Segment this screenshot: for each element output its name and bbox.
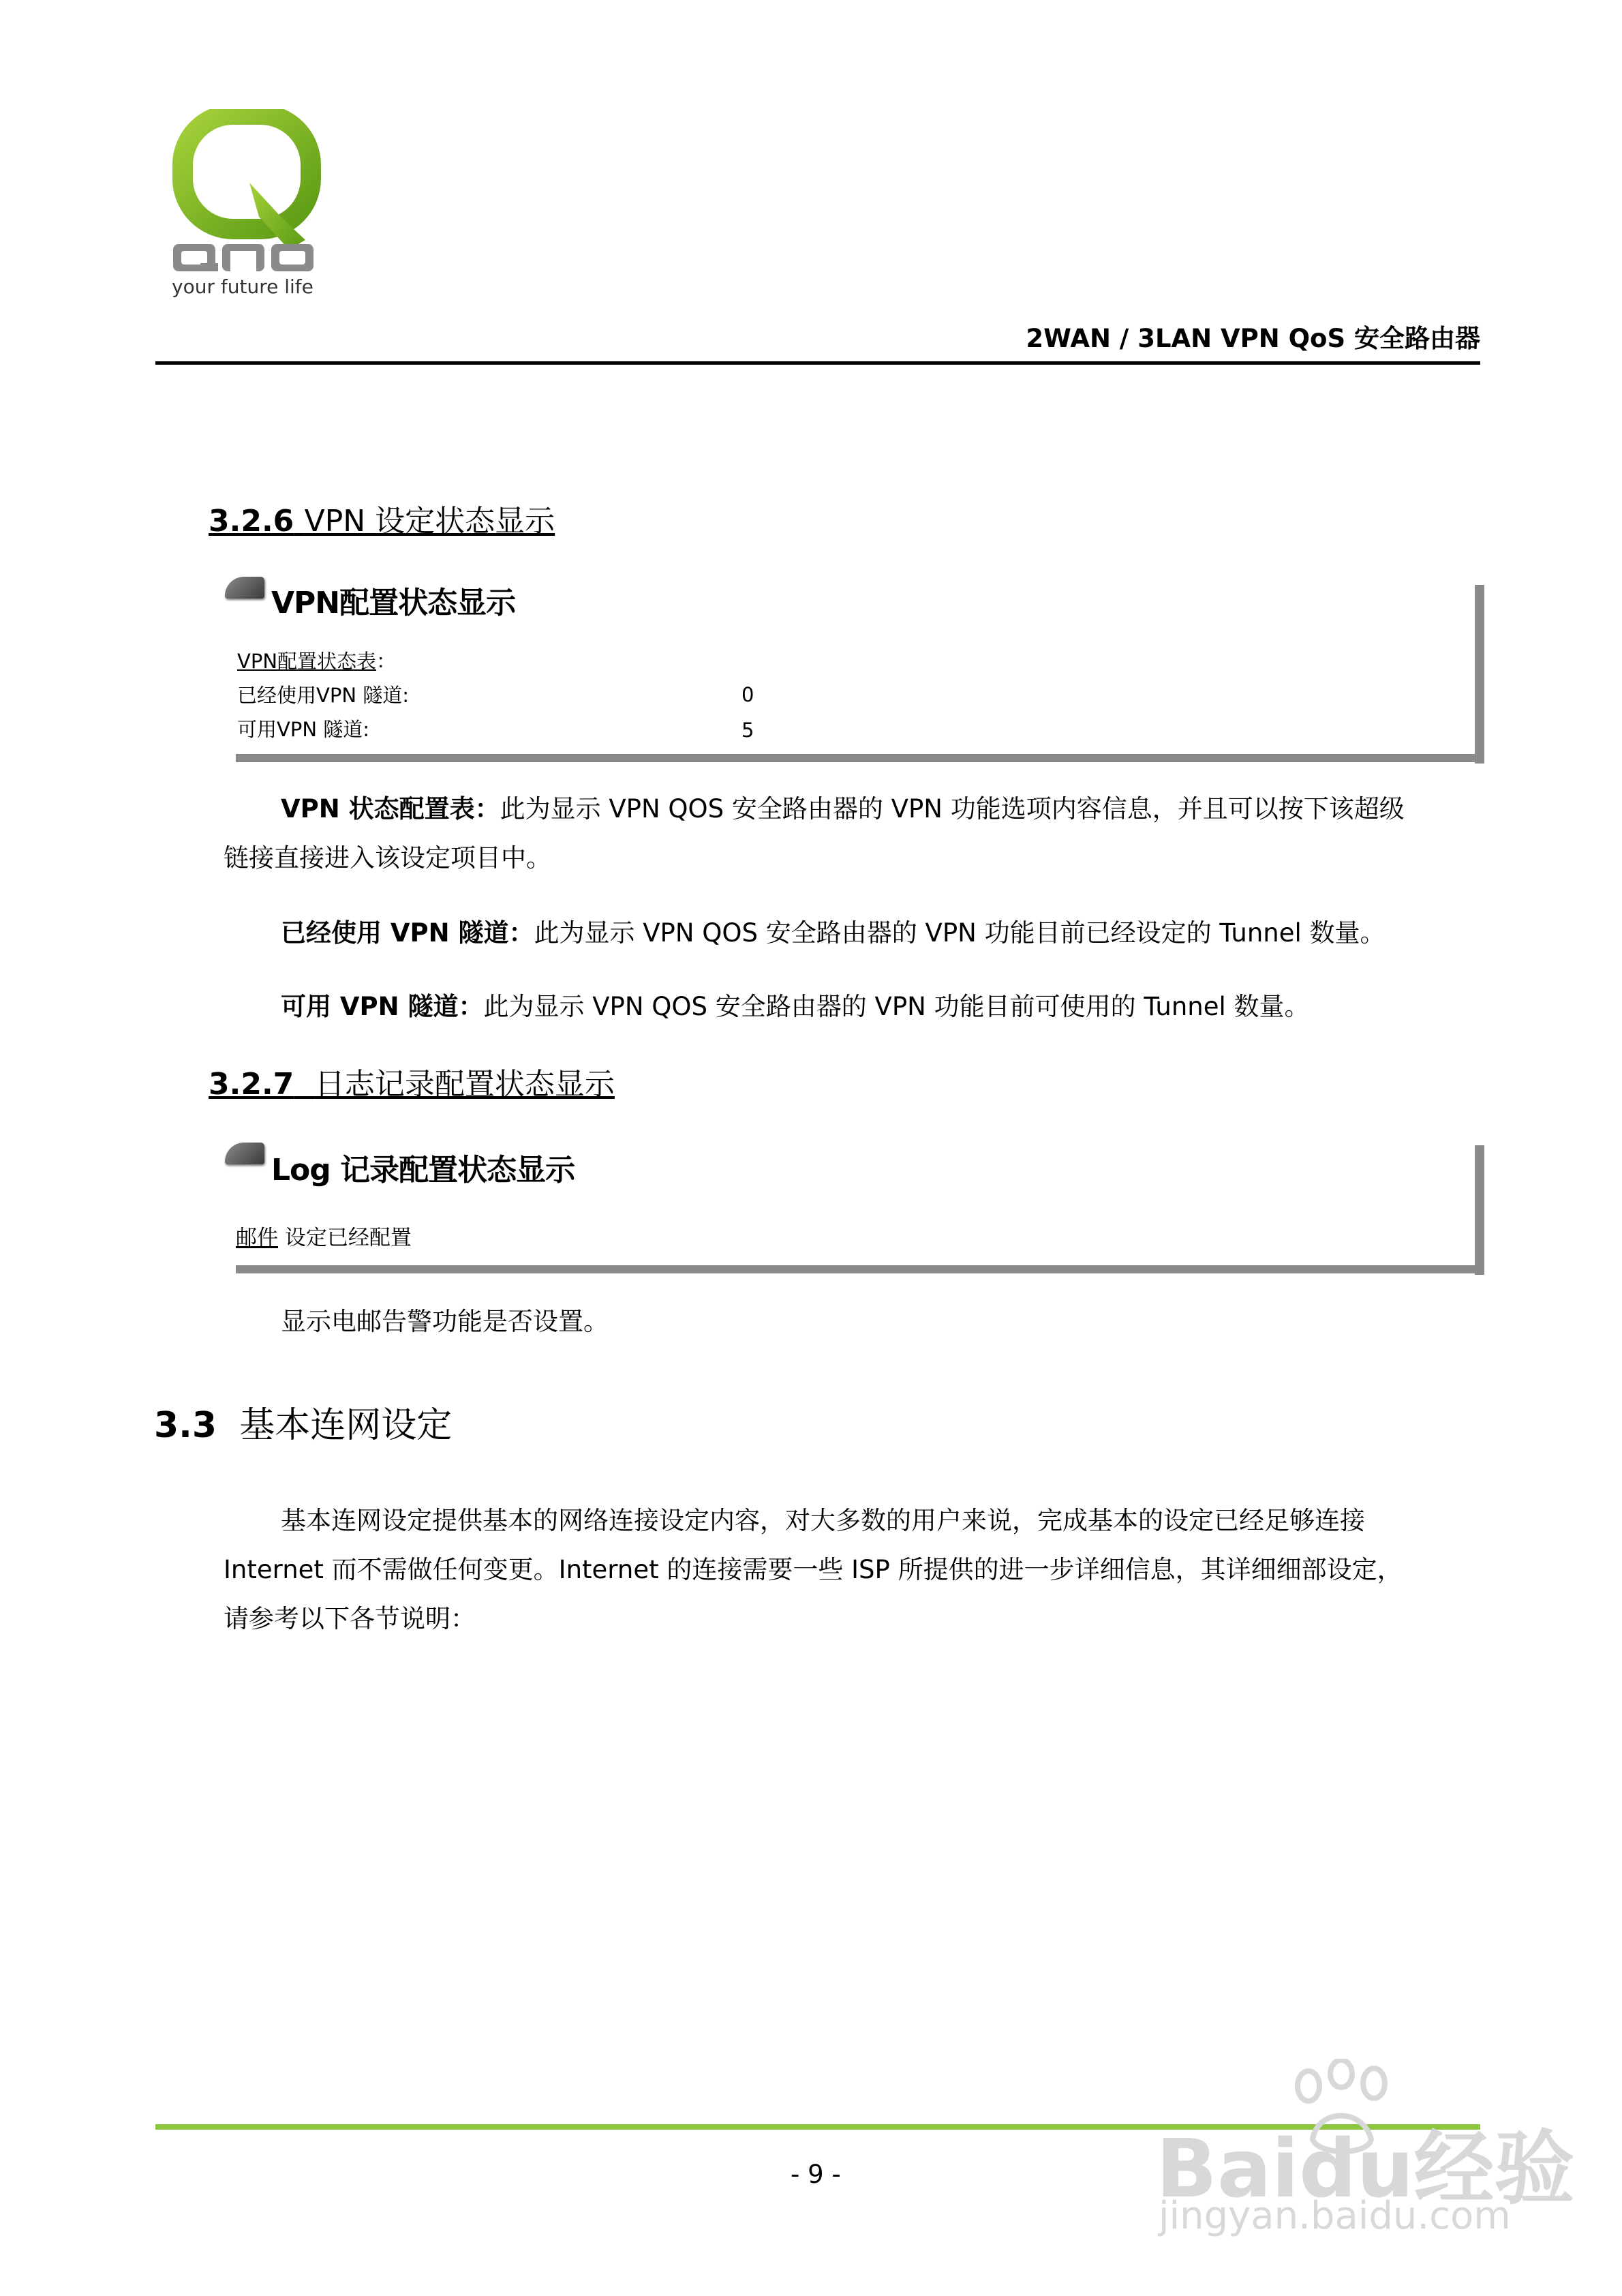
section-number: 3.3 xyxy=(154,1405,217,1446)
vpn-status-table-link[interactable]: VPN配置状态表 xyxy=(237,650,377,673)
panel-border-right xyxy=(1475,1145,1484,1275)
vpn-available-tunnels-label: 可用VPN 隧道: xyxy=(237,718,370,741)
panel-border-bottom xyxy=(236,1265,1484,1273)
panel-bullet-icon xyxy=(225,1143,264,1164)
watermark-brand2: du xyxy=(1299,2121,1414,2216)
vpn-used-tunnels-label: 已经使用VPN 隧道: xyxy=(237,684,410,707)
watermark-cn: 经验 xyxy=(1413,2121,1575,2216)
section-title: 日志记录配置状态显示 xyxy=(314,1067,615,1102)
vpn-status-link-row xyxy=(237,646,396,674)
text: 此为显示 VPN QOS 安全路由器的 VPN 功能选项内容信息，并且可以按下该超级 xyxy=(500,794,1405,824)
mail-status: 设定已经配置 xyxy=(284,1226,412,1250)
watermark-brand: Bai xyxy=(1156,2121,1300,2216)
vpn-desc-2 xyxy=(281,908,1386,958)
log-mail-row xyxy=(236,1220,412,1251)
section-number: 3.2.7 xyxy=(209,1067,294,1102)
panel-bullet-icon xyxy=(225,577,264,599)
panel-border-right xyxy=(1475,585,1484,764)
vpn-used-tunnels-value: 0 xyxy=(741,683,754,706)
watermark-url: jingyan.baidu.com xyxy=(1159,2194,1511,2238)
section-3-2-6-heading xyxy=(209,496,555,540)
vpn-panel-title: VPN配置状态显示 xyxy=(271,586,516,620)
mail-link[interactable]: 邮件 xyxy=(236,1226,278,1250)
term: 可用 VPN 隧道： xyxy=(281,992,484,1021)
sec33-para-line-1: 基本连网设定提供基本的网络连接设定内容，对大多数的用户来说，完成基本的设定已经足够连接 xyxy=(281,1506,1365,1535)
section-title: VPN 设定状态显示 xyxy=(304,504,555,539)
term: 已经使用 VPN 隧道： xyxy=(281,918,534,948)
text: 此为显示 VPN QOS 安全路由器的 VPN 功能目前可使用的 Tunnel 数量。 xyxy=(483,992,1310,1021)
vpn-desc-1-cont: 链接直接进入该设定项目中。 xyxy=(224,843,551,873)
header-rule xyxy=(155,361,1480,365)
vpn-desc-3 xyxy=(281,982,1310,1032)
panel-border-bottom xyxy=(236,754,1484,762)
section-3-2-7-heading xyxy=(209,1059,615,1103)
header-title: 2WAN / 3LAN VPN QoS 安全路由器 xyxy=(1026,324,1480,353)
vpn-available-tunnels-value: 5 xyxy=(741,719,754,742)
log-desc: 显示电邮告警功能是否设置。 xyxy=(281,1307,609,1336)
section-number: 3.2.6 xyxy=(209,504,294,539)
log-panel-title: Log 记录配置状态显示 xyxy=(271,1153,575,1188)
term: VPN 状态配置表： xyxy=(281,794,500,824)
sec33-para-line-3: 请参考以下各节说明： xyxy=(224,1604,476,1633)
text: 此为显示 VPN QOS 安全路由器的 VPN 功能目前已经设定的 Tunnel 数量。 xyxy=(534,918,1386,948)
vpn-desc-1 xyxy=(281,784,1405,834)
sec33-para-line-2: Internet 而不需做任何变更。Internet 的连接需要一些 ISP 所提供的进一步详细信息，其详细细部设定， xyxy=(224,1555,1403,1584)
logo-tagline: your future life xyxy=(172,275,313,298)
link-colon: ： xyxy=(376,650,397,673)
section-3-3-heading xyxy=(154,1396,452,1447)
page-number: - 9 - xyxy=(791,2160,841,2189)
section-title: 基本连网设定 xyxy=(239,1405,453,1446)
